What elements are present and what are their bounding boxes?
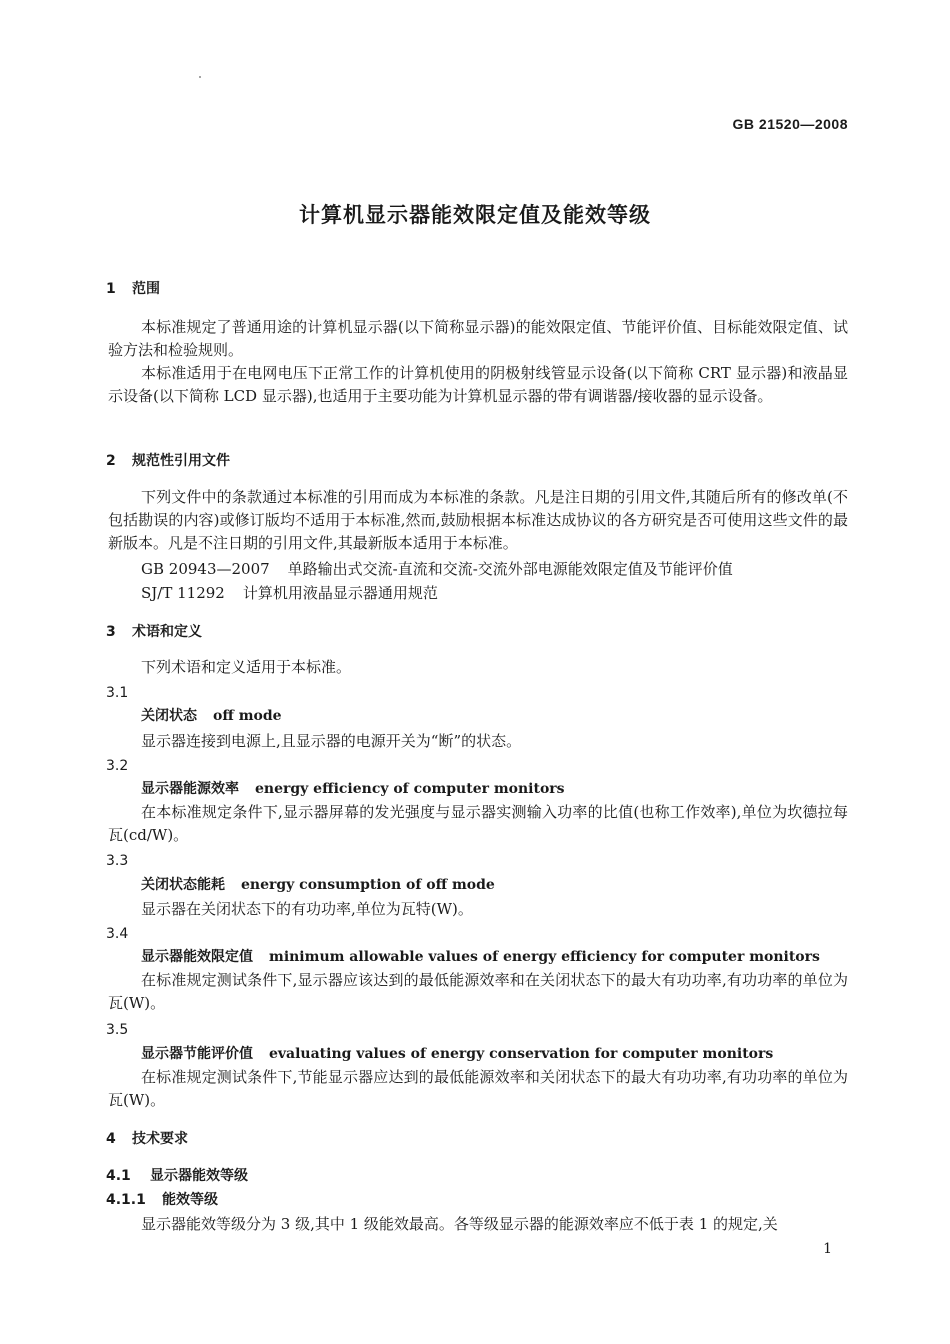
term-heading [141, 947, 820, 967]
term-number: 3.3 [106, 853, 129, 869]
term-zh: 显示器节能评价值 [141, 1046, 253, 1062]
term-number: 3.4 [106, 926, 129, 942]
section-4-heading [106, 1129, 188, 1149]
term-en: off mode [213, 708, 282, 724]
term-zh: 显示器能效限定值 [141, 949, 253, 965]
section-1-heading [106, 279, 160, 299]
normative-reference [141, 559, 733, 579]
term-heading [141, 1044, 773, 1064]
term-number: 3.1 [106, 685, 129, 701]
section-number: 1 [106, 281, 116, 297]
section-1-paragraph-1: 本标准规定了普通用途的计算机显示器(以下简称显示器)的能效限定值、节能评价值、目标能效限定值、试验方法和检验规则。 [108, 318, 848, 359]
subsection-title: 显示器能效等级 [150, 1168, 248, 1184]
term-zh: 关闭状态 [141, 708, 197, 724]
section-4-paragraph-1: 显示器能效等级分为 3 级,其中 1 级能效最高。各等级显示器的能源效率应不低于表 1 的规定,关 [141, 1215, 778, 1233]
term-heading [141, 779, 565, 799]
term-zh: 显示器能源效率 [141, 781, 239, 797]
normative-reference [141, 583, 438, 603]
term-en: evaluating values of energy conservation for computer monitors [269, 1046, 774, 1062]
reference-title: 计算机用液晶显示器通用规范 [242, 584, 438, 602]
subsection-number: 4.1.1 [106, 1192, 146, 1208]
section-1-paragraph-2: 本标准适用于在电网电压下正常工作的计算机使用的阴极射线管显示设备(以下简称 CRT 显示器)和液晶显示设备(以下简称 LCD 显示器),也适用于主要功能为计算机显示器的带有调谐器/接收器的显示设备。 [108, 364, 848, 405]
term-heading [141, 706, 282, 726]
reference-code: GB 20943—2007 [141, 560, 270, 578]
section-2-paragraph-1: 下列文件中的条款通过本标准的引用而成为本标准的条款。凡是注日期的引用文件,其随后所有的修改单(不包括勘误的内容)或修订版均不适用于本标准,然而,鼓励根据本标准达成协议的各方研究是否可使用这些文件的最新版本。凡是不注日期的引用文件,其最新版本适用于本标准。 [108, 488, 848, 552]
term-en: energy efficiency of computer monitors [255, 781, 565, 797]
subsection-4-1-heading [106, 1166, 248, 1186]
term-definition: 显示器连接到电源上,且显示器的电源开关为“断”的状态。 [141, 732, 522, 750]
section-number: 3 [106, 624, 116, 640]
section-2-heading [106, 451, 230, 471]
section-title: 规范性引用文件 [132, 453, 230, 469]
section-3-intro: 下列术语和定义适用于本标准。 [141, 658, 352, 676]
term-definition: 显示器在关闭状态下的有功功率,单位为瓦特(W)。 [141, 900, 473, 918]
term-number: 3.5 [106, 1022, 129, 1038]
term-en: energy consumption of off mode [241, 877, 495, 893]
section-number: 4 [106, 1131, 116, 1147]
section-title: 技术要求 [132, 1131, 188, 1147]
term-definition: 在本标准规定条件下,显示器屏幕的发光强度与显示器实测输入功率的比值(也称工作效率),单位为坎德拉每瓦(cd/W)。 [108, 803, 848, 844]
term-definition: 在标准规定测试条件下,节能显示器应达到的最低能源效率和关闭状态下的最大有功功率,有功功率的单位为瓦(W)。 [108, 1068, 848, 1109]
reference-code: SJ/T 11292 [141, 584, 225, 602]
scan-speck [199, 76, 201, 78]
subsection-4-1-1-heading [106, 1190, 218, 1210]
subsection-number: 4.1 [106, 1168, 131, 1184]
term-zh: 关闭状态能耗 [141, 877, 225, 893]
page-number: 1 [823, 1241, 832, 1257]
standard-code: GB 21520—2008 [732, 116, 848, 132]
section-number: 2 [106, 453, 116, 469]
subsection-title: 能效等级 [162, 1192, 218, 1208]
section-title: 范围 [132, 281, 160, 297]
term-heading [141, 875, 495, 895]
section-3-heading [106, 622, 202, 642]
section-title: 术语和定义 [132, 624, 202, 640]
reference-title: 单路输出式交流-直流和交流-交流外部电源能效限定值及节能评价值 [287, 560, 733, 578]
term-number: 3.2 [106, 758, 129, 774]
term-en: minimum allowable values of energy efficiency for computer monitors [269, 949, 820, 965]
term-definition: 在标准规定测试条件下,显示器应该达到的最低能源效率和在关闭状态下的最大有功功率,有功功率的单位为瓦(W)。 [108, 971, 848, 1012]
document-title: 计算机显示器能效限定值及能效等级 [299, 203, 651, 227]
